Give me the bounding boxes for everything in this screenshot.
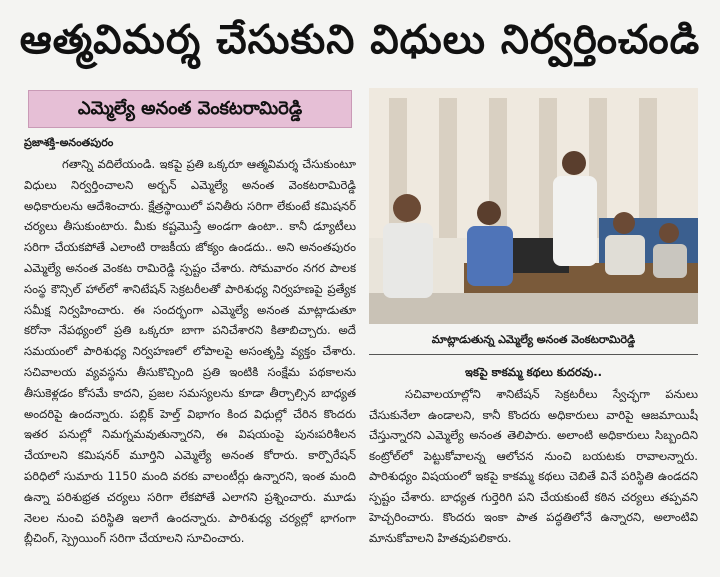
article-paragraph: గతాన్ని వదిలేయండి. ఇకపై ప్రతి ఒక్కరూ ఆత్మవిమర్శ చేసుకుంటూ విధులు నిర్వర్తించాలని అర్బన్ ఎమ్మెల్యే అనంత వెంకటరామిరెడ్డి అధికారులను ఆదేశించారు. క్షేత్రస్థాయిలో పనితీరు సరిగా లేకుంటే కమిషనర్ చర్యలు తీసుకుంటారు. మీకు కష్టమొస్తే అండగా ఉంటా.. కానీ డ్యూటీలు సరిగా చేయకపోతే ఎలాంటి రాజకీయ జోక్యం ఉండదు.. అని అనంతపురం ఎమ్మెల్యే అనంత వెంకట రామిరెడ్డి స్పష్టం చేశారు. సోమవారం నగర పాలక సంస్థ కౌన్సిల్ హాల్‌లో శానిటేషన్ సెక్రటరీలతో పారిశుధ్య నిర్వహణపై ప్రత్యేక సమీక్ష నిర్వహించారు. ఈ సందర్భంగా ఎమ్మెల్యే అనంత మాట్లాడుతూ కరోనా నేపథ్యంలో ప్రతి ఒక్కరూ బాగా పనిచేశారని కితాబిచ్చారు. అదే సమయంలో పారిశుధ్య నిర్వహణలో లోపాలపై అసంతృప్తి వ్యక్తం చేశారు. సచివాలయ వ్యవస్థను తీసుకొచ్చింది ప్రతి ఇంటికి సంక్షేమ పథకాలను తీసుకెళ్లడం కోసమే కాదని, ప్రజల సమస్యలను కూడా తీర్చాల్సిన బాధ్యత అందరిపై ఉందన్నారు. పబ్లిక్ హెల్త్ విభాగం కింద విధుల్లో చేరిన కొందరు ఇతర పనుల్లో నిమగ్నమవుతున్నారని, ఈ విషయంపై పునఃపరిశీలన చేయాలని కమిషనర్ మూర్తిని ఎమ్మెల్యే అనంత కోరారు. కార్పొరేషన్ పరిధిలో సుమారు 1150 మంది వరకు వాలంటీర్లు ఉన్నారని, ఇంత మంది ఉన్నా పరిశుభ్రత చర్యలు సరిగా లేకపోతే ఎలాగని ప్రశ్నించారు. మూడు నెలల నుంచి పరిస్థితి ఇలాగే ఉందన్నారు. పారిశుధ్య చర్యల్లో భాగంగా బ్లీచింగ్, స్ప్రెయింగ్ సరిగా చేయాలని సూచించారు. [24, 157, 356, 546]
dateline: ప్రజాశక్తి-అనంతపురం [24, 136, 114, 149]
headline: ఆత్మవిమర్శ చేసుకుని విధులు నిర్వర్తించండి [19, 17, 701, 63]
section-subheading: ఇకపై కాకమ్మ కథలు కుదరవు.. [465, 365, 602, 379]
subheadline: ఎమ్మెల్యే అనంత వెంకటరామిరెడ్డి [28, 90, 352, 128]
article-right-column [369, 384, 698, 570]
article-left-column [24, 154, 356, 570]
meeting-photo-illustration [369, 88, 698, 324]
news-photo [369, 88, 698, 324]
article-paragraph: సచివాలయాల్లోని శానిటేషన్ సెక్రటరీలు స్వేచ్ఛగా పనులు చేసుకునేలా ఉండాలని, కానీ కొందరు అధికారులు వారిపై ఆజమాయిషీ చేస్తున్నారని ఎమ్మెల్యే అనంత తెలిపారు. అలాంటి అధికారులు సిబ్బందిని కంట్రోల్‌లో పెట్టుకోవాలన్న ఆలోచన నుంచి బయటకు రావాలన్నారు. పారిశుధ్యం విషయంలో ఇకపై కాకమ్మ కథలు చెబితే వినే పరిస్థితి ఉండదని స్పష్టం చేశారు. బాధ్యత గుర్తెరిగి పని చేయకుంటే కఠిన చర్యలు తప్పవని హెచ్చరించారు. కొందరు ఇంకా పాత పద్ధతిలోనే ఉన్నారని, అలాంటివి మానుకోవాలని హితవుపలికారు. [369, 387, 698, 545]
photo-caption: మాట్లాడుతున్న ఎమ్మెల్యే అనంత వెంకటరామిరెడ్డి [369, 326, 698, 355]
